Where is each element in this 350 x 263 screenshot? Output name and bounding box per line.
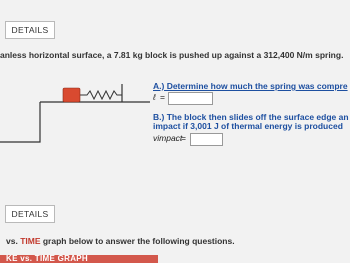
question-b-variable: vimpact	[153, 133, 183, 143]
details-button[interactable]: DETAILS	[5, 21, 55, 39]
graph-instructions-highlight: TIME	[20, 236, 41, 246]
ledge-edge	[0, 102, 40, 142]
question-b-label-line2: impact if 3,001 J of thermal energy is produced	[153, 121, 343, 131]
question-b-equals: =	[181, 133, 186, 143]
graph-instructions-prefix: vs.	[6, 236, 21, 246]
block-spring-diagram	[0, 80, 150, 160]
graph-instructions	[6, 236, 235, 246]
graph-tab[interactable]	[0, 255, 158, 263]
problem-statement: anless horizontal surface, a 7.81 kg block is pushed up against a 312,400 N/m spring.	[0, 50, 344, 60]
graph-tab-label: KE vs. TIME GRAPH	[6, 255, 89, 263]
block-icon	[63, 88, 80, 102]
question-a-equals: =	[160, 92, 165, 102]
answer-input-a[interactable]	[168, 92, 213, 105]
question-b-label: B.) The block then slides off the surface edge an	[153, 112, 349, 122]
details-button-2[interactable]: DETAILS	[5, 205, 55, 223]
answer-input-b[interactable]	[190, 133, 223, 146]
graph-instructions-suffix: graph below to answer the following questions.	[40, 236, 235, 246]
question-a-label: A.) Determine how much the spring was compre	[153, 81, 348, 91]
spring-icon	[80, 91, 122, 99]
question-a-variable: ℓ	[153, 92, 156, 102]
